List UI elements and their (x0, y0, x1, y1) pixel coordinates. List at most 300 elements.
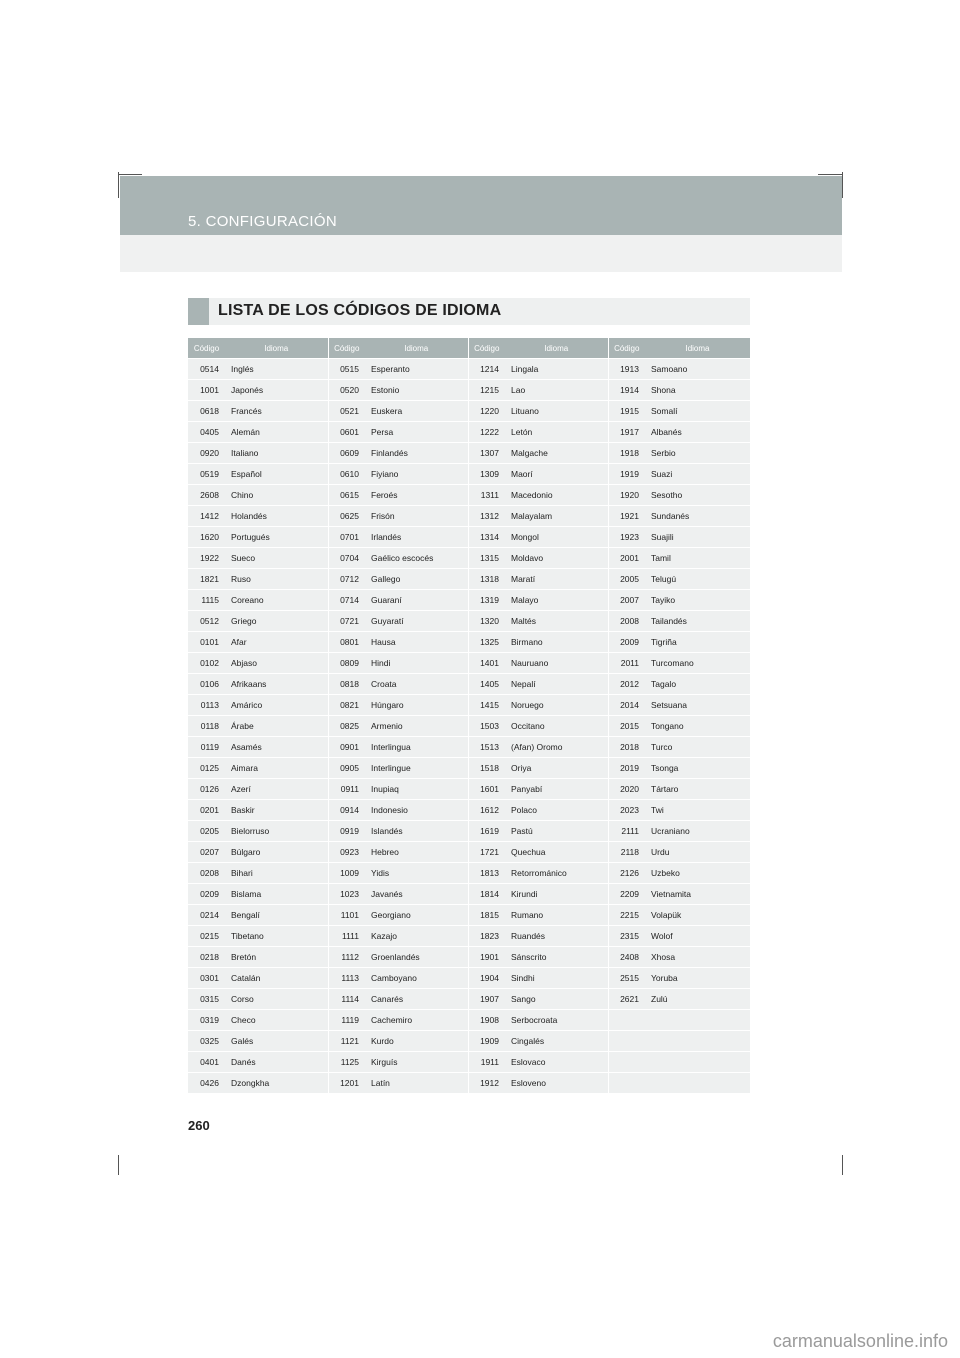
table-row (188, 716, 750, 737)
code-cell: 2608 (188, 485, 225, 506)
language-cell: Guaraní (365, 590, 468, 611)
code-cell: 0615 (328, 485, 365, 506)
code-cell: 0914 (328, 800, 365, 821)
table-row (188, 401, 750, 422)
language-cell: Panyabí (505, 779, 608, 800)
table-row (188, 548, 750, 569)
language-cell: Corso (225, 989, 328, 1010)
crop-mark-bottom-left (118, 1155, 119, 1175)
table-row (188, 632, 750, 653)
code-cell: 2018 (608, 737, 645, 758)
language-cell: Sueco (225, 548, 328, 569)
table-row (188, 1052, 750, 1073)
language-cell: Pastú (505, 821, 608, 842)
code-cell: 0521 (328, 401, 365, 422)
code-cell: 1913 (608, 359, 645, 380)
language-cell: Yidis (365, 863, 468, 884)
language-cell: Polaco (505, 800, 608, 821)
table-row (188, 1073, 750, 1094)
language-cell: Sesotho (645, 485, 750, 506)
language-cell: Gaélico escocés (365, 548, 468, 569)
language-cell: Kazajo (365, 926, 468, 947)
language-cell: Esloveno (505, 1073, 608, 1094)
language-cell: Canarés (365, 989, 468, 1010)
code-cell: 0818 (328, 674, 365, 695)
crop-mark-top-right-h (818, 174, 842, 175)
code-cell: 2005 (608, 569, 645, 590)
language-cell: Bislama (225, 884, 328, 905)
language-cell: Feroés (365, 485, 468, 506)
language-cell: Japonés (225, 380, 328, 401)
language-cell: Kirundi (505, 884, 608, 905)
code-cell: 0911 (328, 779, 365, 800)
language-cell: Hebreo (365, 842, 468, 863)
code-cell: 1904 (468, 968, 505, 989)
code-cell: 1922 (188, 548, 225, 569)
code-cell: 2023 (608, 800, 645, 821)
header-language-3: Idioma (505, 338, 608, 359)
language-cell: Tamil (645, 548, 750, 569)
code-cell: 1620 (188, 527, 225, 548)
language-cell: Rumano (505, 905, 608, 926)
code-cell: 1415 (468, 695, 505, 716)
language-cell: Búlgaro (225, 842, 328, 863)
language-cell: Twi (645, 800, 750, 821)
section-title-bar (188, 298, 750, 325)
language-cell: Galés (225, 1031, 328, 1052)
code-cell: 0405 (188, 422, 225, 443)
code-cell: 1318 (468, 569, 505, 590)
language-cell: Azerí (225, 779, 328, 800)
language-cell: Bengalí (225, 905, 328, 926)
code-cell: 0701 (328, 527, 365, 548)
code-cell: 2215 (608, 905, 645, 926)
code-cell: 2015 (608, 716, 645, 737)
language-cell: Turco (645, 737, 750, 758)
language-cell: Suazi (645, 464, 750, 485)
language-cell: Serbio (645, 443, 750, 464)
code-cell: 0901 (328, 737, 365, 758)
language-cell: Suajili (645, 527, 750, 548)
header-language-4: Idioma (645, 338, 750, 359)
table-row (188, 464, 750, 485)
language-cell: Mongol (505, 527, 608, 548)
code-cell: 0214 (188, 905, 225, 926)
code-cell: 0319 (188, 1010, 225, 1031)
language-cell: Volapük (645, 905, 750, 926)
language-cell: Interlingua (365, 737, 468, 758)
language-cell: Maltés (505, 611, 608, 632)
language-cell: Catalán (225, 968, 328, 989)
code-cell: 0625 (328, 506, 365, 527)
code-cell: 1914 (608, 380, 645, 401)
code-cell (608, 1052, 645, 1073)
table-row (188, 926, 750, 947)
page-number: 260 (188, 1118, 210, 1133)
language-cell: Setsuana (645, 695, 750, 716)
code-cell: 0609 (328, 443, 365, 464)
code-cell: 0801 (328, 632, 365, 653)
language-cell: Eslovaco (505, 1052, 608, 1073)
code-cell: 1909 (468, 1031, 505, 1052)
code-cell: 1923 (608, 527, 645, 548)
language-cell: Guyaratí (365, 611, 468, 632)
language-cell: Moldavo (505, 548, 608, 569)
table-row (188, 359, 750, 380)
code-cell: 2621 (608, 989, 645, 1010)
code-cell: 0102 (188, 653, 225, 674)
code-cell: 0207 (188, 842, 225, 863)
language-cell: Euskera (365, 401, 468, 422)
language-cell: Croata (365, 674, 468, 695)
code-cell: 1101 (328, 905, 365, 926)
code-cell: 0520 (328, 380, 365, 401)
code-cell: 1222 (468, 422, 505, 443)
code-cell: 0426 (188, 1073, 225, 1094)
language-cell: Yoruba (645, 968, 750, 989)
language-cell: Húngaro (365, 695, 468, 716)
language-cell: Hindi (365, 653, 468, 674)
language-cell: Somalí (645, 401, 750, 422)
crop-mark-top-right (842, 172, 843, 198)
code-cell: 1921 (608, 506, 645, 527)
code-cell: 0809 (328, 653, 365, 674)
header-code-3: Código (468, 338, 505, 359)
language-cell (645, 1052, 750, 1073)
code-cell: 1009 (328, 863, 365, 884)
code-cell: 1023 (328, 884, 365, 905)
language-cell: Afrikaans (225, 674, 328, 695)
code-cell: 1908 (468, 1010, 505, 1031)
code-cell: 0208 (188, 863, 225, 884)
language-cell: Lituano (505, 401, 608, 422)
table-row (188, 968, 750, 989)
language-cell: Hausa (365, 632, 468, 653)
language-cell: Inglés (225, 359, 328, 380)
language-cell: Tártaro (645, 779, 750, 800)
code-cell: 0218 (188, 947, 225, 968)
code-cell: 1214 (468, 359, 505, 380)
code-cell: 1112 (328, 947, 365, 968)
language-cell: Tigriña (645, 632, 750, 653)
language-cell: Finlandés (365, 443, 468, 464)
language-cell: Inupiaq (365, 779, 468, 800)
table-row (188, 821, 750, 842)
code-cell: 2001 (608, 548, 645, 569)
code-cell: 1915 (608, 401, 645, 422)
code-cell: 1814 (468, 884, 505, 905)
header-code-2: Código (328, 338, 365, 359)
table-row (188, 842, 750, 863)
table-row (188, 485, 750, 506)
language-codes-table (188, 338, 750, 1093)
code-cell: 1815 (468, 905, 505, 926)
code-cell: 1823 (468, 926, 505, 947)
language-cell: Groenlandés (365, 947, 468, 968)
code-cell: 2515 (608, 968, 645, 989)
code-cell: 1901 (468, 947, 505, 968)
code-cell: 1503 (468, 716, 505, 737)
language-cell: Nepalí (505, 674, 608, 695)
code-cell: 0514 (188, 359, 225, 380)
code-cell: 1312 (468, 506, 505, 527)
code-cell: 0721 (328, 611, 365, 632)
language-cell: Español (225, 464, 328, 485)
language-cell: Alemán (225, 422, 328, 443)
code-cell: 1821 (188, 569, 225, 590)
code-cell: 1111 (328, 926, 365, 947)
language-cell: Xhosa (645, 947, 750, 968)
crop-mark-top-left (118, 172, 119, 198)
language-cell: Samoano (645, 359, 750, 380)
code-cell (608, 1010, 645, 1031)
language-cell: Urdu (645, 842, 750, 863)
language-cell: Cingalés (505, 1031, 608, 1052)
code-cell: 1119 (328, 1010, 365, 1031)
code-cell: 1001 (188, 380, 225, 401)
code-cell: 0512 (188, 611, 225, 632)
code-cell: 1311 (468, 485, 505, 506)
code-cell: 0923 (328, 842, 365, 863)
code-cell: 2011 (608, 653, 645, 674)
language-cell: Javanés (365, 884, 468, 905)
code-cell: 0209 (188, 884, 225, 905)
language-cell: Ruandés (505, 926, 608, 947)
language-cell: Fiyiano (365, 464, 468, 485)
section-title: LISTA DE LOS CÓDIGOS DE IDIOMA (218, 302, 502, 319)
code-cell: 0601 (328, 422, 365, 443)
code-cell: 0712 (328, 569, 365, 590)
table-row (188, 989, 750, 1010)
code-cell: 0215 (188, 926, 225, 947)
table-row (188, 800, 750, 821)
code-cell: 1325 (468, 632, 505, 653)
language-cell: Cachemiro (365, 1010, 468, 1031)
code-cell: 1911 (468, 1052, 505, 1073)
language-cell: Wolof (645, 926, 750, 947)
code-cell: 2007 (608, 590, 645, 611)
code-cell: 1115 (188, 590, 225, 611)
code-cell: 1114 (328, 989, 365, 1010)
language-cell: Bihari (225, 863, 328, 884)
table-row (188, 905, 750, 926)
language-cell: Francés (225, 401, 328, 422)
code-cell: 2014 (608, 695, 645, 716)
code-cell: 2408 (608, 947, 645, 968)
language-cell: Tayiko (645, 590, 750, 611)
code-cell: 0825 (328, 716, 365, 737)
watermark-text: carmanualsonline.info (772, 1331, 948, 1351)
table-row (188, 506, 750, 527)
section-title-marker (188, 298, 209, 325)
code-cell: 2020 (608, 779, 645, 800)
language-cell: Griego (225, 611, 328, 632)
code-cell: 0920 (188, 443, 225, 464)
code-cell: 1314 (468, 527, 505, 548)
code-cell: 0919 (328, 821, 365, 842)
language-cell: Chino (225, 485, 328, 506)
language-cell (645, 1010, 750, 1031)
language-cell: Letón (505, 422, 608, 443)
code-cell: 1601 (468, 779, 505, 800)
language-cell: Tsonga (645, 758, 750, 779)
language-cell: Afar (225, 632, 328, 653)
table-header-row (188, 338, 750, 359)
language-cell: Malayo (505, 590, 608, 611)
code-cell: 0821 (328, 695, 365, 716)
table-row (188, 947, 750, 968)
language-cell: Malayalam (505, 506, 608, 527)
table-row (188, 590, 750, 611)
code-cell: 1215 (468, 380, 505, 401)
language-cell: Holandés (225, 506, 328, 527)
language-cell: Sundanés (645, 506, 750, 527)
table-row (188, 569, 750, 590)
code-cell: 0126 (188, 779, 225, 800)
language-cell: Frisón (365, 506, 468, 527)
code-cell: 0610 (328, 464, 365, 485)
language-cell (645, 1031, 750, 1052)
code-cell: 1912 (468, 1073, 505, 1094)
code-cell: 1401 (468, 653, 505, 674)
language-cell: Occitano (505, 716, 608, 737)
code-cell: 0519 (188, 464, 225, 485)
code-cell: 0119 (188, 737, 225, 758)
code-cell: 1920 (608, 485, 645, 506)
language-cell: Latín (365, 1073, 468, 1094)
language-cell: Maorí (505, 464, 608, 485)
header-subband (120, 235, 842, 272)
table-row (188, 527, 750, 548)
header-language-2: Idioma (365, 338, 468, 359)
code-cell: 1518 (468, 758, 505, 779)
language-cell: Persa (365, 422, 468, 443)
language-cell: Islandés (365, 821, 468, 842)
language-cell: (Afan) Oromo (505, 737, 608, 758)
code-cell: 1307 (468, 443, 505, 464)
header-code-4: Código (608, 338, 645, 359)
language-cell: Oriya (505, 758, 608, 779)
table-row (188, 737, 750, 758)
code-cell: 1813 (468, 863, 505, 884)
language-cell: Shona (645, 380, 750, 401)
header-language-1: Idioma (225, 338, 328, 359)
table-row (188, 674, 750, 695)
code-cell: 1405 (468, 674, 505, 695)
language-cell: Vietnamita (645, 884, 750, 905)
language-cell: Aimara (225, 758, 328, 779)
code-cell: 1113 (328, 968, 365, 989)
code-cell: 1201 (328, 1073, 365, 1094)
language-cell: Esperanto (365, 359, 468, 380)
language-cell: Tailandés (645, 611, 750, 632)
language-cell: Italiano (225, 443, 328, 464)
code-cell: 0301 (188, 968, 225, 989)
table-row (188, 1010, 750, 1031)
code-cell: 1907 (468, 989, 505, 1010)
code-cell: 1412 (188, 506, 225, 527)
language-cell: Sindhi (505, 968, 608, 989)
language-cell: Gallego (365, 569, 468, 590)
language-cell: Asamés (225, 737, 328, 758)
code-cell: 2019 (608, 758, 645, 779)
code-cell (608, 1073, 645, 1094)
code-cell: 0704 (328, 548, 365, 569)
language-cell: Kirguís (365, 1052, 468, 1073)
code-cell: 1319 (468, 590, 505, 611)
code-cell: 1315 (468, 548, 505, 569)
language-cell: Tibetano (225, 926, 328, 947)
language-cell: Bielorruso (225, 821, 328, 842)
code-cell: 2009 (608, 632, 645, 653)
table-row (188, 779, 750, 800)
code-cell: 0315 (188, 989, 225, 1010)
language-cell: Estonio (365, 380, 468, 401)
language-cell: Zulú (645, 989, 750, 1010)
code-cell: 1919 (608, 464, 645, 485)
code-cell: 0113 (188, 695, 225, 716)
table-row (188, 863, 750, 884)
language-cell: Coreano (225, 590, 328, 611)
code-cell: 0325 (188, 1031, 225, 1052)
language-cell: Dzongkha (225, 1073, 328, 1094)
table-row (188, 443, 750, 464)
table-row (188, 884, 750, 905)
crop-mark-bottom-right (842, 1155, 843, 1175)
language-cell: Retorrománico (505, 863, 608, 884)
language-cell: Baskir (225, 800, 328, 821)
code-cell: 1612 (468, 800, 505, 821)
code-cell: 2008 (608, 611, 645, 632)
language-cell: Bretón (225, 947, 328, 968)
language-cell: Kurdo (365, 1031, 468, 1052)
code-cell: 0618 (188, 401, 225, 422)
language-cell: Quechua (505, 842, 608, 863)
language-cell: Amárico (225, 695, 328, 716)
code-cell: 0118 (188, 716, 225, 737)
table-row (188, 380, 750, 401)
language-cell: Camboyano (365, 968, 468, 989)
code-cell: 0905 (328, 758, 365, 779)
language-cell: Armenio (365, 716, 468, 737)
table-row (188, 611, 750, 632)
language-cell: Macedonio (505, 485, 608, 506)
code-cell: 0714 (328, 590, 365, 611)
code-cell: 1309 (468, 464, 505, 485)
code-cell: 1320 (468, 611, 505, 632)
language-cell: Albanés (645, 422, 750, 443)
language-cell: Georgiano (365, 905, 468, 926)
table-row (188, 653, 750, 674)
code-cell: 1917 (608, 422, 645, 443)
table-body (188, 359, 750, 1094)
code-cell: 0401 (188, 1052, 225, 1073)
table-row (188, 422, 750, 443)
code-cell: 1619 (468, 821, 505, 842)
code-cell: 1125 (328, 1052, 365, 1073)
language-cell: Serbocroata (505, 1010, 608, 1031)
language-cell: Maratí (505, 569, 608, 590)
language-cell: Birmano (505, 632, 608, 653)
code-cell: 0125 (188, 758, 225, 779)
language-cell: Irlandés (365, 527, 468, 548)
language-cell: Telugú (645, 569, 750, 590)
code-cell: 2118 (608, 842, 645, 863)
code-cell: 2126 (608, 863, 645, 884)
code-cell: 0201 (188, 800, 225, 821)
language-cell: Portugués (225, 527, 328, 548)
code-cell: 2209 (608, 884, 645, 905)
